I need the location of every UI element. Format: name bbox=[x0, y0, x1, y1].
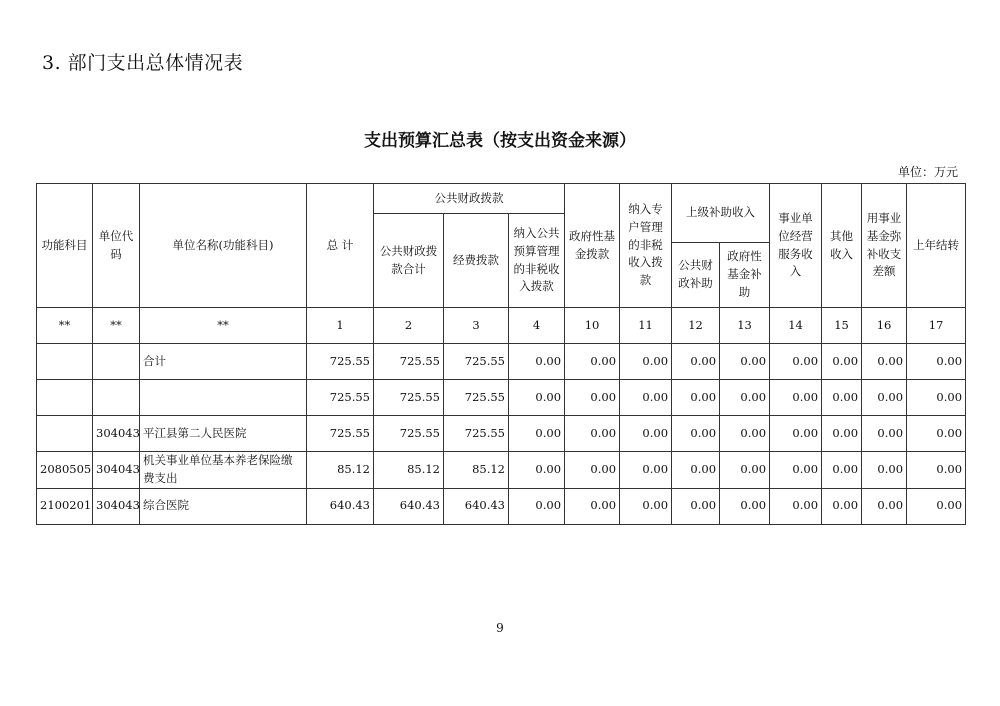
header-total: 总 计 bbox=[307, 184, 374, 308]
header-gov-fund-subsidy: 政府性基金补助 bbox=[720, 243, 770, 308]
value-cell: 0.00 bbox=[509, 380, 565, 416]
value-cell: 640.43 bbox=[374, 488, 444, 524]
value-cell: 725.55 bbox=[374, 344, 444, 380]
value-cell: 0.00 bbox=[862, 344, 907, 380]
header-func-code: 功能科目 bbox=[37, 184, 93, 308]
header-public-finance-subsidy: 公共财政补助 bbox=[672, 243, 720, 308]
index-cell: ** bbox=[140, 308, 307, 344]
value-cell: 0.00 bbox=[770, 488, 822, 524]
header-special-nontax: 纳入专户管理的非税收入拨款 bbox=[620, 184, 672, 308]
value-cell: 0.00 bbox=[509, 452, 565, 489]
value-cell: 0.00 bbox=[620, 416, 672, 452]
value-cell: 0.00 bbox=[672, 380, 720, 416]
value-cell: 725.55 bbox=[444, 416, 509, 452]
unit-name-cell: 综合医院 bbox=[140, 488, 307, 524]
unit-code-cell: 304043 bbox=[93, 416, 140, 452]
header-superior-subsidy: 上级补助收入 bbox=[672, 184, 770, 243]
header-other-income: 其他收入 bbox=[822, 184, 862, 308]
value-cell: 85.12 bbox=[374, 452, 444, 489]
value-cell: 0.00 bbox=[720, 452, 770, 489]
value-cell: 0.00 bbox=[565, 488, 620, 524]
value-cell: 0.00 bbox=[720, 416, 770, 452]
index-cell: 14 bbox=[770, 308, 822, 344]
index-cell: 10 bbox=[565, 308, 620, 344]
value-cell: 0.00 bbox=[565, 452, 620, 489]
header-prior-year: 上年结转 bbox=[907, 184, 966, 308]
value-cell: 725.55 bbox=[307, 344, 374, 380]
header-budget-nontax: 纳入公共预算管理的非税收入拨款 bbox=[509, 214, 565, 308]
value-cell: 725.55 bbox=[374, 416, 444, 452]
index-row bbox=[37, 308, 966, 344]
table-row bbox=[37, 380, 966, 416]
value-cell: 0.00 bbox=[672, 416, 720, 452]
index-cell: ** bbox=[37, 308, 93, 344]
index-cell: 12 bbox=[672, 308, 720, 344]
value-cell: 640.43 bbox=[307, 488, 374, 524]
unit-label: 单位：万元 bbox=[897, 165, 958, 179]
value-cell: 0.00 bbox=[720, 344, 770, 380]
header-operating-funds: 经费拨款 bbox=[444, 214, 509, 308]
value-cell: 0.00 bbox=[509, 416, 565, 452]
value-cell: 0.00 bbox=[862, 488, 907, 524]
value-cell: 725.55 bbox=[307, 416, 374, 452]
value-cell: 0.00 bbox=[770, 344, 822, 380]
unit-code-cell: 304043 bbox=[93, 488, 140, 524]
value-cell: 0.00 bbox=[509, 344, 565, 380]
header-public-finance: 公共财政拨款 bbox=[374, 184, 565, 214]
page-number: 9 bbox=[496, 621, 504, 635]
value-cell: 0.00 bbox=[862, 416, 907, 452]
value-cell: 85.12 bbox=[444, 452, 509, 489]
value-cell: 0.00 bbox=[720, 380, 770, 416]
value-cell: 0.00 bbox=[770, 416, 822, 452]
value-cell: 0.00 bbox=[907, 452, 966, 489]
value-cell: 725.55 bbox=[444, 344, 509, 380]
index-cell: ** bbox=[93, 308, 140, 344]
index-cell: 4 bbox=[509, 308, 565, 344]
table-title: 支出预算汇总表（按支出资金来源） bbox=[364, 131, 636, 151]
func-code-cell bbox=[37, 416, 93, 452]
value-cell: 0.00 bbox=[907, 344, 966, 380]
value-cell: 0.00 bbox=[770, 452, 822, 489]
value-cell: 0.00 bbox=[822, 344, 862, 380]
value-cell: 85.12 bbox=[307, 452, 374, 489]
value-cell: 0.00 bbox=[620, 344, 672, 380]
table-row bbox=[37, 416, 966, 452]
header-fund-deficit: 用事业基金弥补收支差额 bbox=[862, 184, 907, 308]
header-unit-name: 单位名称(功能科目) bbox=[140, 184, 307, 308]
value-cell: 0.00 bbox=[770, 380, 822, 416]
value-cell: 725.55 bbox=[307, 380, 374, 416]
section-title: 3. 部门支出总体情况表 bbox=[42, 52, 244, 74]
unit-name-cell bbox=[140, 380, 307, 416]
unit-code-cell bbox=[93, 380, 140, 416]
value-cell: 0.00 bbox=[672, 488, 720, 524]
header-gov-fund: 政府性基金拨款 bbox=[565, 184, 620, 308]
value-cell: 0.00 bbox=[907, 488, 966, 524]
index-cell: 1 bbox=[307, 308, 374, 344]
table-row bbox=[37, 452, 966, 489]
index-cell: 3 bbox=[444, 308, 509, 344]
header-unit-code: 单位代码 bbox=[93, 184, 140, 308]
value-cell: 0.00 bbox=[620, 488, 672, 524]
value-cell: 640.43 bbox=[444, 488, 509, 524]
index-cell: 16 bbox=[862, 308, 907, 344]
unit-code-cell bbox=[93, 344, 140, 380]
value-cell: 0.00 bbox=[720, 488, 770, 524]
index-cell: 13 bbox=[720, 308, 770, 344]
value-cell: 0.00 bbox=[565, 344, 620, 380]
value-cell: 0.00 bbox=[862, 452, 907, 489]
value-cell: 0.00 bbox=[565, 380, 620, 416]
table-row bbox=[37, 344, 966, 380]
value-cell: 0.00 bbox=[672, 344, 720, 380]
func-code-cell bbox=[37, 380, 93, 416]
value-cell: 0.00 bbox=[862, 380, 907, 416]
value-cell: 0.00 bbox=[822, 416, 862, 452]
value-cell: 0.00 bbox=[509, 488, 565, 524]
value-cell: 0.00 bbox=[672, 452, 720, 489]
value-cell: 0.00 bbox=[822, 488, 862, 524]
header-business-income: 事业单位经营服务收入 bbox=[770, 184, 822, 308]
budget-summary-table bbox=[36, 183, 966, 525]
value-cell: 0.00 bbox=[907, 380, 966, 416]
value-cell: 0.00 bbox=[620, 380, 672, 416]
header-public-finance-subtotal: 公共财政拨款合计 bbox=[374, 214, 444, 308]
unit-code-cell: 304043 bbox=[93, 452, 140, 489]
index-cell: 2 bbox=[374, 308, 444, 344]
index-cell: 11 bbox=[620, 308, 672, 344]
unit-name-cell: 机关事业单位基本养老保险缴费支出 bbox=[140, 452, 307, 489]
index-cell: 17 bbox=[907, 308, 966, 344]
unit-name-cell: 合计 bbox=[140, 344, 307, 380]
func-code-cell: 2080505 bbox=[37, 452, 93, 489]
value-cell: 725.55 bbox=[444, 380, 509, 416]
unit-name-cell: 平江县第二人民医院 bbox=[140, 416, 307, 452]
table-row bbox=[37, 488, 966, 524]
value-cell: 0.00 bbox=[907, 416, 966, 452]
value-cell: 0.00 bbox=[620, 452, 672, 489]
func-code-cell bbox=[37, 344, 93, 380]
value-cell: 0.00 bbox=[565, 416, 620, 452]
value-cell: 0.00 bbox=[822, 380, 862, 416]
index-cell: 15 bbox=[822, 308, 862, 344]
func-code-cell: 2100201 bbox=[37, 488, 93, 524]
value-cell: 0.00 bbox=[822, 452, 862, 489]
value-cell: 725.55 bbox=[374, 380, 444, 416]
